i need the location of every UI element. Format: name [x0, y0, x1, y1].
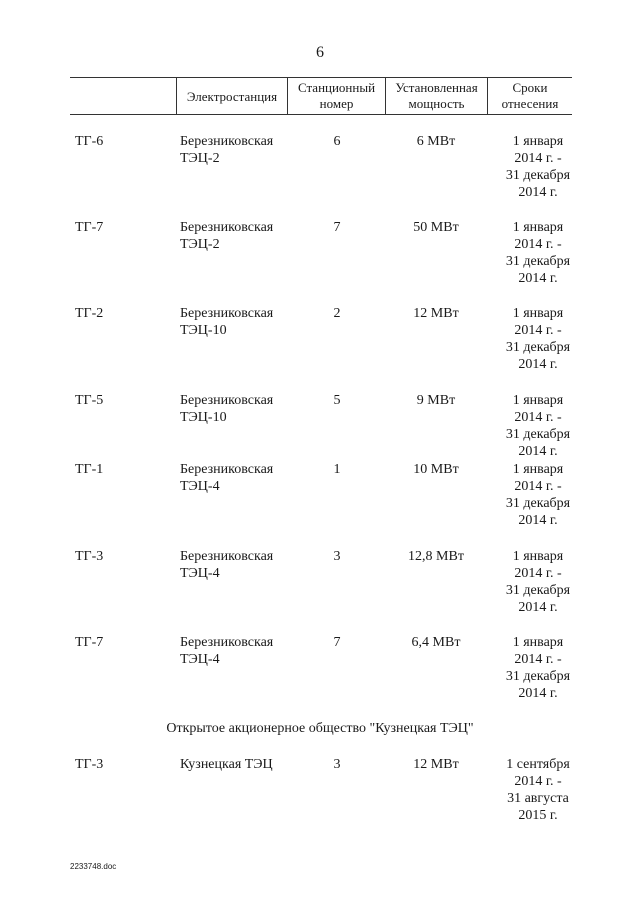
header-bottom-rule [70, 114, 572, 115]
period [488, 305, 588, 373]
period-line: 2014 г. [518, 444, 558, 459]
period-line: 31 августа [507, 791, 569, 806]
period [488, 133, 588, 201]
period-line: 1 января [512, 306, 564, 321]
station-name [180, 756, 290, 773]
period [488, 392, 588, 460]
header-period-line2: отнесения [501, 96, 559, 111]
station-number: 5 [333, 393, 341, 408]
period-line: 1 января [512, 393, 564, 408]
installed-power: 12 МВт [413, 306, 459, 321]
turbine-id: ТГ-5 [75, 393, 104, 408]
station-name-line: Березниковская [180, 462, 274, 477]
header-station: Электростанция [186, 89, 278, 104]
turbine-id: ТГ-7 [75, 220, 104, 235]
header-period-line1: Сроки [512, 80, 548, 95]
period-line: 1 января [512, 220, 564, 235]
turbine-id: ТГ-2 [75, 306, 104, 321]
period-line: 1 сентября [506, 757, 570, 772]
station-name-line: ТЭЦ-2 [180, 151, 220, 166]
installed-power: 12,8 МВт [408, 549, 464, 564]
turbine-id: ТГ-1 [75, 462, 104, 477]
installed-power: 6 МВт [416, 134, 456, 149]
installed-power: 50 МВт [413, 220, 459, 235]
station-name-line: Березниковская [180, 134, 274, 149]
header-station-number-line1: Станционный [297, 80, 376, 95]
document-filename: 2233748.doc [70, 862, 117, 871]
station-name-line: ТЭЦ-2 [180, 237, 220, 252]
period-line: 2014 г. [518, 600, 558, 615]
station-name-line: Березниковская [180, 635, 274, 650]
station-name [180, 305, 290, 339]
period-line: 31 декабря [505, 254, 571, 269]
station-name-line: Березниковская [180, 549, 274, 564]
station-name [180, 548, 290, 582]
station-name [180, 634, 290, 668]
period [488, 461, 588, 529]
period-line: 1 января [512, 635, 564, 650]
turbine-id: ТГ-7 [75, 635, 104, 650]
period-line: 2014 г. - [514, 774, 562, 789]
station-name-line: Березниковская [180, 393, 274, 408]
period [488, 756, 588, 824]
station-name [180, 219, 290, 253]
period-line: 2014 г. [518, 513, 558, 528]
period-line: 2014 г. [518, 185, 558, 200]
period-line: 2014 г. - [514, 323, 562, 338]
installed-power: 10 МВт [413, 462, 459, 477]
turbine-id: ТГ-6 [75, 134, 104, 149]
station-number: 3 [333, 549, 341, 564]
period-line: 2014 г. [518, 357, 558, 372]
station-name-line: ТЭЦ-4 [180, 566, 220, 581]
period [488, 634, 588, 702]
station-number: 7 [333, 635, 341, 650]
period-line: 2014 г. [518, 271, 558, 286]
period-line: 2014 г. - [514, 237, 562, 252]
header-installed-capacity [386, 80, 487, 112]
period-line: 31 декабря [505, 340, 571, 355]
header-period [488, 80, 572, 112]
installed-power: 12 МВт [413, 757, 459, 772]
header-capacity-line1: Установленная [395, 80, 478, 95]
period-line: 1 января [512, 462, 564, 477]
station-name-line: ТЭЦ-10 [180, 323, 227, 338]
station-number: 7 [333, 220, 341, 235]
station-name-line: ТЭЦ-4 [180, 652, 220, 667]
period-line: 2014 г. - [514, 479, 562, 494]
station-name-line: ТЭЦ-10 [180, 410, 227, 425]
period-line: 2014 г. - [514, 410, 562, 425]
header-station-number-line2: номер [319, 96, 354, 111]
section-title: Открытое акционерное общество "Кузнецкая ТЭЦ" [166, 721, 474, 736]
station-name [180, 461, 290, 495]
installed-power: 9 МВт [416, 393, 456, 408]
page-number: 6 [316, 44, 324, 61]
period-line: 1 января [512, 549, 564, 564]
period-line: 31 декабря [505, 168, 571, 183]
period-line: 2014 г. [518, 686, 558, 701]
header-station-number [288, 80, 385, 112]
period-line: 1 января [512, 134, 564, 149]
installed-power: 6,4 МВт [411, 635, 461, 650]
period-line: 31 декабря [505, 496, 571, 511]
header-top-rule [70, 77, 572, 78]
station-name [180, 133, 290, 167]
station-name-line: Березниковская [180, 306, 274, 321]
station-name [180, 392, 290, 426]
period-line: 2014 г. - [514, 151, 562, 166]
period [488, 548, 588, 616]
period [488, 219, 588, 287]
turbine-id: ТГ-3 [75, 549, 104, 564]
station-name-line: Березниковская [180, 220, 274, 235]
header-capacity-line2: мощность [408, 96, 465, 111]
period-line: 31 декабря [505, 583, 571, 598]
period-line: 31 декабря [505, 427, 571, 442]
period-line: 2015 г. [518, 808, 558, 823]
period-line: 2014 г. - [514, 652, 562, 667]
turbine-id: ТГ-3 [75, 757, 104, 772]
period-line: 2014 г. - [514, 566, 562, 581]
station-name-line: ТЭЦ-4 [180, 479, 220, 494]
station-number: 1 [333, 462, 341, 477]
station-number: 2 [333, 306, 341, 321]
station-name-line: Кузнецкая ТЭЦ [180, 757, 273, 772]
station-number: 3 [333, 757, 341, 772]
station-number: 6 [333, 134, 341, 149]
period-line: 31 декабря [505, 669, 571, 684]
